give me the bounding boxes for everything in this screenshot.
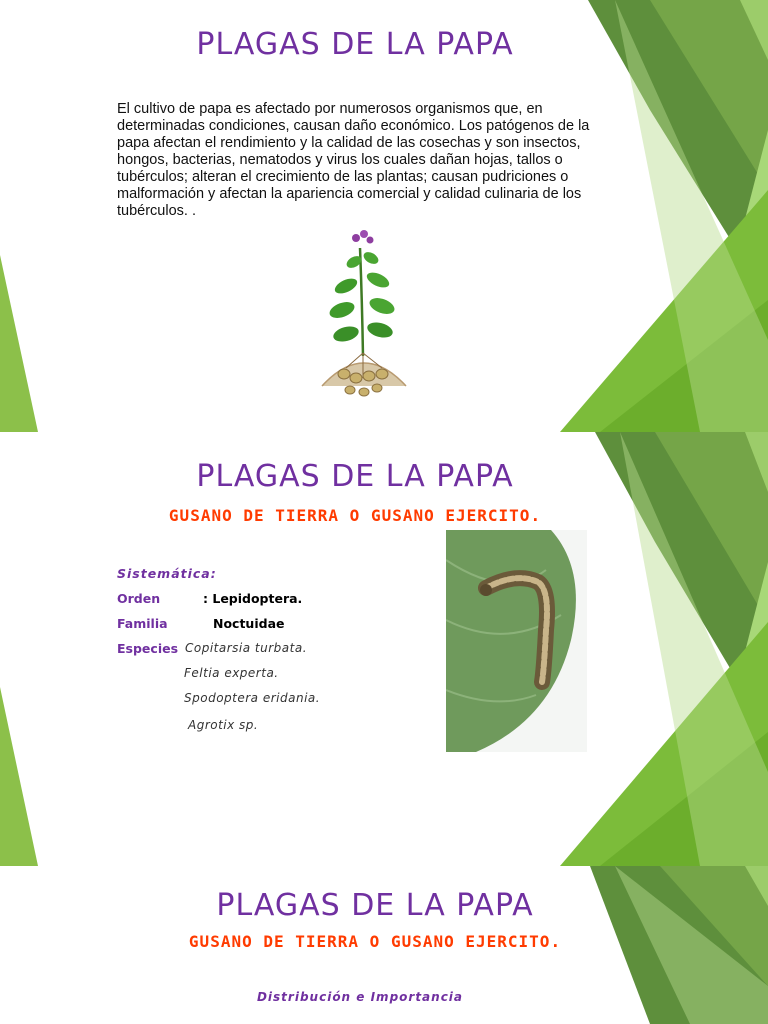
slide-3 xyxy=(0,866,768,1024)
especies-row xyxy=(117,641,417,659)
slide-subtitle: GUSANO DE TIERRA O GUSANO EJERCITO. xyxy=(188,932,562,951)
orden-label: Orden xyxy=(117,591,161,606)
familia-row xyxy=(117,616,417,634)
especie-item: Copitarsia turbata. xyxy=(185,641,308,655)
slide-subtitle: GUSANO DE TIERRA O GUSANO EJERCITO. xyxy=(168,506,542,525)
orden-row xyxy=(117,591,417,609)
intro-paragraph: El cultivo de papa es afectado por numerosos organismos que, en determinadas condiciones, causan daño económico. Los patógenos de la papa afectan el rendimiento y la calidad de las cosechas y son insectos, hongos, bacterias, nematodos y virus los cuales dañan hojas, tallos o tubérculos; alteran el crecimiento de las plantas; causan pudriciones o malformación y afectan la apariencia comercial y calidad culinaria de los tubérculos. . xyxy=(117,101,590,219)
sistematica-label: Sistemática: xyxy=(117,566,217,581)
slide-2 xyxy=(0,432,768,866)
slide-1 xyxy=(0,0,768,432)
section-heading: Distribución e Importancia xyxy=(256,990,464,1004)
slide-title: PLAGAS DE LA PAPA xyxy=(196,459,514,494)
caterpillar-photo xyxy=(446,530,587,752)
especies-label: Especies xyxy=(117,641,179,656)
slide-title: PLAGAS DE LA PAPA xyxy=(196,27,514,62)
especie-item: Spodoptera eridania. xyxy=(184,691,321,705)
orden-value: : Lepidoptera. xyxy=(203,591,303,606)
slide-title: PLAGAS DE LA PAPA xyxy=(216,888,534,923)
especie-item: Agrotix sp. xyxy=(188,718,259,732)
especie-item: Feltia experta. xyxy=(184,666,279,680)
familia-label: Familia xyxy=(117,616,168,631)
potato-plant-illustration xyxy=(316,228,412,404)
familia-value: Noctuidae xyxy=(213,616,285,631)
